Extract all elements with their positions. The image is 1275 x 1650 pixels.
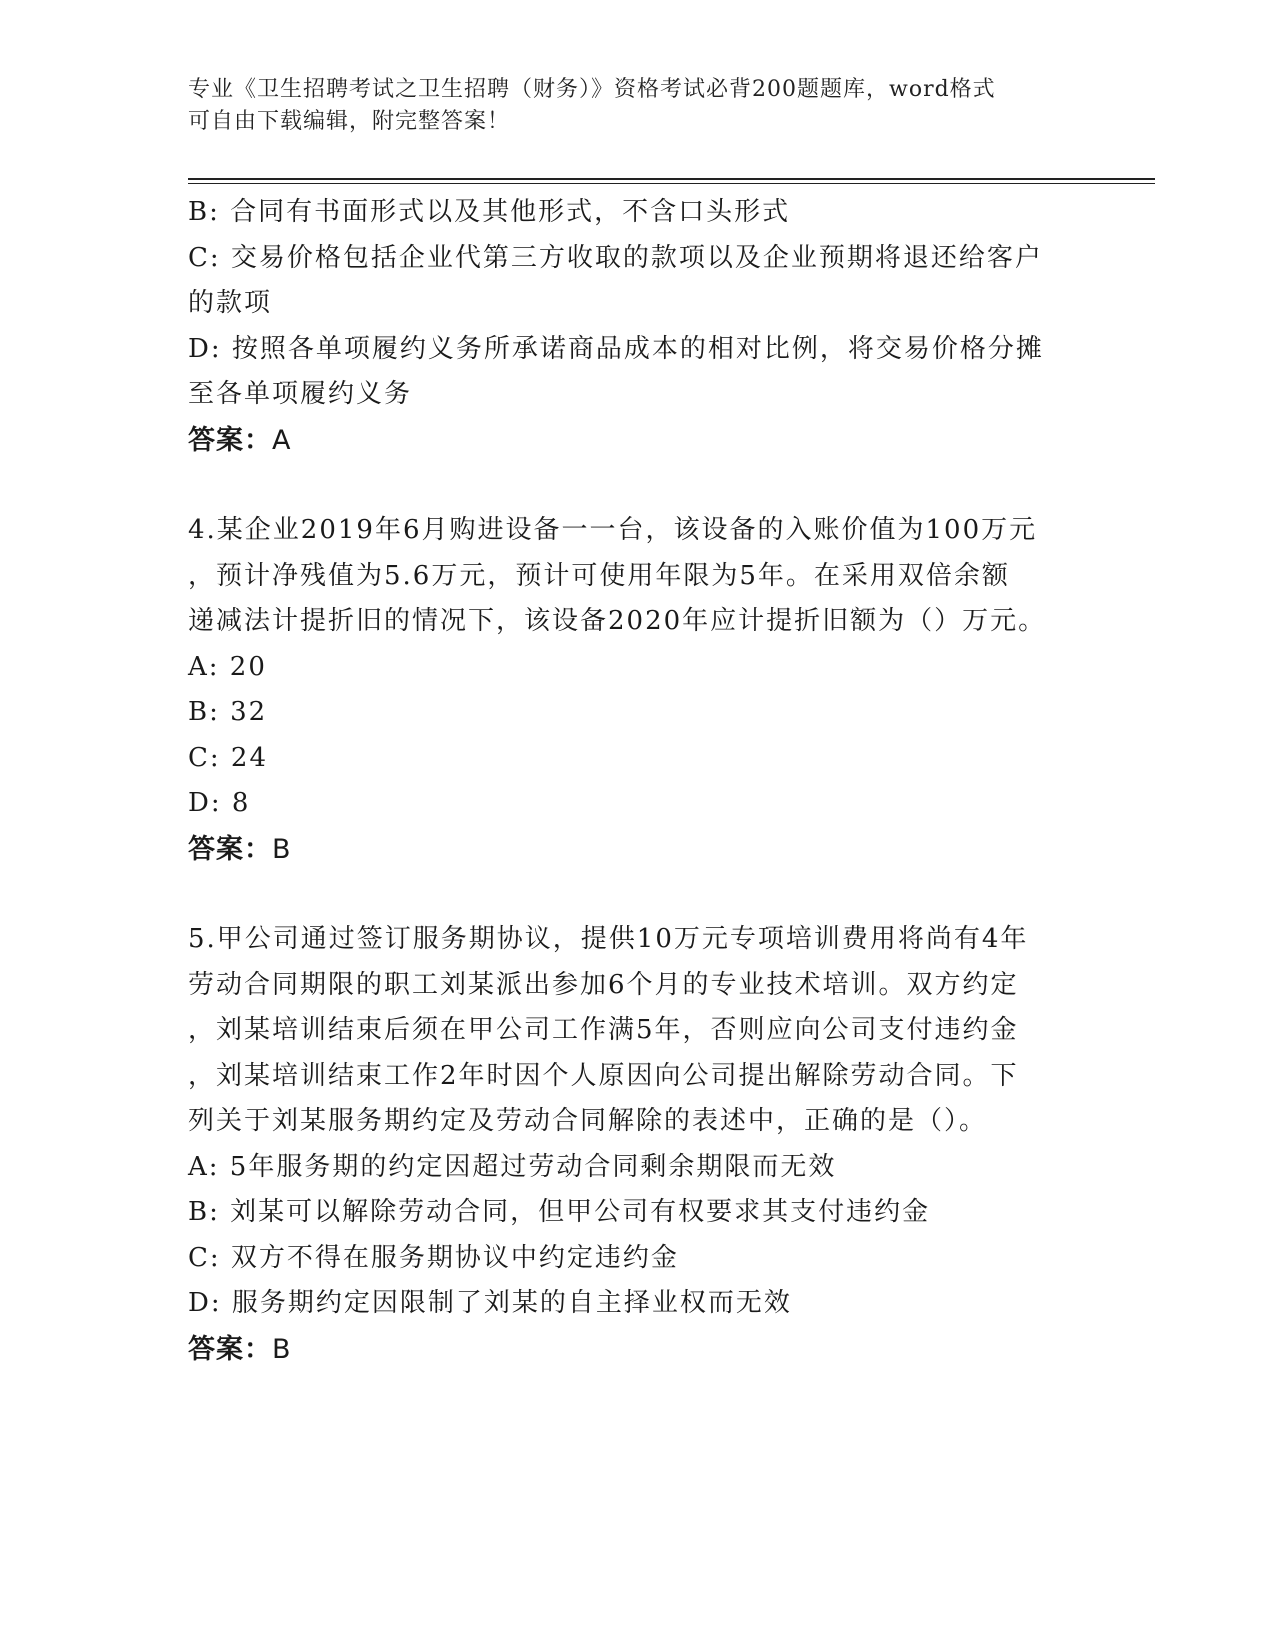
question-stem-line: 递减法计提折旧的情况下，该设备2020年应计提折旧额为（）万元。 bbox=[188, 606, 1047, 636]
question-stem-line: 5.甲公司通过签订服务期协议，提供10万元专项培训费用将尚有4年 bbox=[188, 924, 1029, 954]
header-line-2: 可自由下载编辑，附完整答案！ bbox=[188, 109, 511, 134]
answer-label: 答案： bbox=[188, 424, 272, 456]
question-stem-line: 列关于刘某服务期约定及劳动合同解除的表述中，正确的是（）。 bbox=[188, 1106, 988, 1136]
option-d: D: 8 bbox=[188, 788, 251, 818]
option-d-continued: 至各单项履约义务 bbox=[188, 379, 413, 409]
option-c: C: 24 bbox=[188, 742, 269, 773]
answer-value: A bbox=[272, 424, 292, 456]
answer-value: B bbox=[272, 833, 292, 865]
option-b: B: 32 bbox=[188, 697, 268, 727]
spacer bbox=[188, 463, 1078, 508]
question-stem-line: ，预计净残值为5.6万元，预计可使用年限为5年。在采用双倍余额 bbox=[188, 560, 1010, 591]
document-header bbox=[188, 74, 1068, 138]
option-d: D: 按照各单项履约义务所承诺商品成本的相对比例，将交易价格分摊 bbox=[188, 333, 1044, 364]
option-a: A: 5年服务期的约定因超过劳动合同剩余期限而无效 bbox=[188, 1151, 837, 1182]
option-c: C: 交易价格包括企业代第三方收取的款项以及企业预期将退还给客户 bbox=[188, 242, 1043, 273]
document-body bbox=[188, 190, 1078, 1372]
question-stem-line: 劳动合同期限的职工刘某派出参加6个月的专业技术培训。双方约定 bbox=[188, 969, 1019, 1000]
answer-value: B bbox=[272, 1333, 292, 1365]
question-3-answer bbox=[188, 418, 1078, 464]
option-d: D: 服务期约定因限制了刘某的自主择业权而无效 bbox=[188, 1288, 792, 1318]
question-4-answer bbox=[188, 827, 1078, 873]
header-line-1: 专业《卫生招聘考试之卫生招聘（财务）》资格考试必背200题题库，word格式 bbox=[188, 77, 996, 102]
question-stem-line: 4.某企业2019年6月购进设备一一台，该设备的入账价值为100万元 bbox=[188, 515, 1038, 545]
option-c-continued: 的款项 bbox=[188, 288, 273, 318]
answer-label: 答案： bbox=[188, 1333, 272, 1365]
option-b: B: 刘某可以解除劳动合同，但甲公司有权要求其支付违约金 bbox=[188, 1197, 931, 1227]
question-3-options bbox=[188, 190, 1078, 418]
spacer bbox=[188, 872, 1078, 917]
question-5-answer bbox=[188, 1327, 1078, 1373]
question-stem-line: ，刘某培训结束工作2年时因个人原因向公司提出解除劳动合同。下 bbox=[188, 1060, 1019, 1091]
question-4 bbox=[188, 508, 1078, 872]
header-divider-thin bbox=[188, 183, 1155, 184]
question-5 bbox=[188, 917, 1078, 1372]
header-divider bbox=[188, 178, 1155, 180]
option-c: C: 双方不得在服务期协议中约定违约金 bbox=[188, 1242, 679, 1273]
option-a: A: 20 bbox=[188, 651, 267, 682]
answer-label: 答案： bbox=[188, 833, 272, 865]
question-stem-line: ，刘某培训结束后须在甲公司工作满5年，否则应向公司支付违约金 bbox=[188, 1015, 1019, 1045]
option-b: B: 合同有书面形式以及其他形式，不含口头形式 bbox=[188, 197, 791, 227]
